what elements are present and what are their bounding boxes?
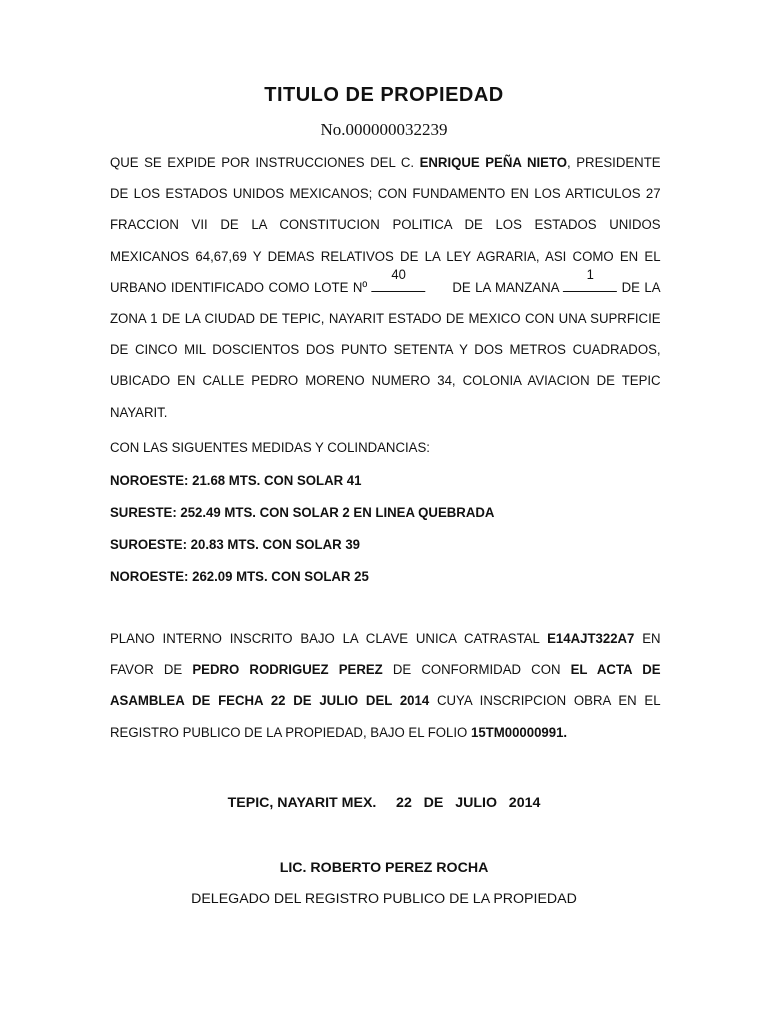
signer-title: DELEGADO DEL REGISTRO PUBLICO DE LA PROPIEDAD [191, 891, 577, 907]
lote-field [372, 265, 426, 292]
intro-text: QUE SE EXPIDE POR INSTRUCCIONES DEL C. [110, 155, 415, 171]
measure-line: NOROESTE: 262.09 MTS. CON SOLAR 25 [110, 569, 369, 585]
articles-text: , PRESIDENTE DE LOS ESTADOS UNIDOS MEXICANOS; CON FUNDAMENTO EN LOS ARTICULOS 27 FRACCION VII DE LA CONSTITUCION POLITICA DE LOS ESTADOS UNIDOS MEXICANOS 64,67,69 Y DEMAS RELATIVOS DE LA LEY AGRARIA, ASI COMO EN EL URBANO IDENTIFICADO COMO LOTE Nº [110, 155, 661, 296]
document-number: No.000000032239 [320, 120, 448, 139]
document-title: TITULO DE PROPIEDAD [264, 84, 504, 106]
manzana-label: DE LA MANZANA [452, 279, 559, 296]
place-date: TEPIC, NAYARIT MEX. 22 DE JULIO 2014 [227, 795, 541, 811]
measure-line: SUROESTE: 20.83 MTS. CON SOLAR 39 [110, 537, 361, 553]
location-text: DE LA ZONA 1 DE LA CIUDAD DE TEPIC, NAYARIT ESTADO DE MEXICO CON UNA SUPRFICIE DE CINCO MIL DOSCIENTOS DOS PUNTO SETENTA Y DOS METROS CUADRADOS, UBICADO EN CALLE PEDRO MORENO NUMERO 34, COLONIA AVIACION DE TEPIC NAYARIT. [110, 279, 661, 421]
registro-text: CUYA INSCRIPCION OBRA EN EL REGISTRO PUBLICO DE LA PROPIEDAD, BAJO EL FOLIO [110, 693, 661, 741]
manzana-value: 1 [586, 265, 594, 282]
president-name: ENRIQUE PEÑA NIETO [419, 155, 568, 171]
lote-value: 40 [391, 265, 406, 282]
measure-line: SURESTE: 252.49 MTS. CON SOLAR 2 EN LINEA QUEBRADA [110, 505, 495, 521]
registry-paragraph [110, 624, 661, 749]
manzana-field [563, 265, 617, 292]
favor-text: EN FAVOR DE [110, 631, 661, 679]
plano-text: PLANO INTERNO INSCRITO BAJO LA CLAVE UNICA CATRASTAL [110, 631, 540, 647]
conformidad-text: DE CONFORMIDAD CON [392, 662, 561, 679]
clave-catastral: E14AJT322A7 [547, 631, 635, 647]
measures-intro: CON LAS SIGUENTES MEDIDAS Y COLINDANCIAS: [110, 440, 430, 456]
folio-number: 15TM00000991. [470, 724, 568, 741]
owner-name: PEDRO RODRIGUEZ PEREZ [192, 662, 383, 679]
acta-text: EL ACTA DE ASAMBLEA DE FECHA 22 DE JULIO DEL 2014 [110, 662, 661, 710]
measure-line: NOROESTE: 21.68 MTS. CON SOLAR 41 [110, 473, 362, 489]
signer-name: LIC. ROBERTO PEREZ ROCHA [279, 860, 489, 876]
main-paragraph [110, 148, 661, 429]
